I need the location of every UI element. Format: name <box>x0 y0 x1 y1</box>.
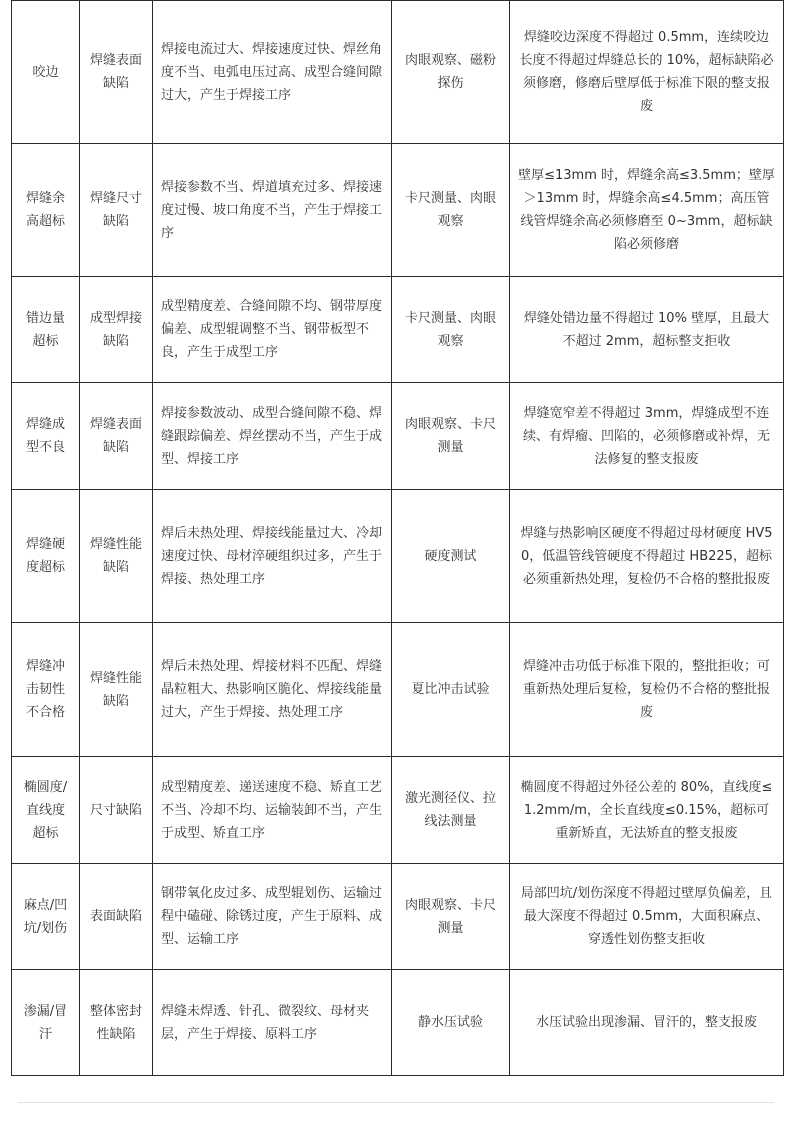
acceptance-standard: 椭圆度不得超过外径公差的 80%，直线度≤1.2mm/m，全长直线度≤0.15%，超标可重新矫直，无法矫直的整支报废 <box>510 757 784 864</box>
defect-category: 成型焊接缺陷 <box>80 277 153 383</box>
defect-table <box>11 0 784 1076</box>
acceptance-standard: 水压试验出现渗漏、冒汗的，整支报废 <box>510 970 784 1076</box>
defect-cause: 成型精度差、合缝间隙不均、钢带厚度偏差、成型辊调整不当、钢带板型不良，产生于成型工序 <box>153 277 392 383</box>
defect-name: 错边量超标 <box>12 277 80 383</box>
table-row <box>12 144 784 277</box>
acceptance-standard: 壁厚≤13mm 时，焊缝余高≤3.5mm；壁厚＞13mm 时，焊缝余高≤4.5mm；高压管线管焊缝余高必须修磨至 0~3mm，超标缺陷必须修磨 <box>510 144 784 277</box>
table-row <box>12 383 784 490</box>
inspection-method: 静水压试验 <box>392 970 510 1076</box>
acceptance-standard: 焊缝咬边深度不得超过 0.5mm，连续咬边长度不得超过焊缝总长的 10%，超标缺陷必须修磨，修磨后壁厚低于标准下限的整支报废 <box>510 1 784 144</box>
table-row <box>12 277 784 383</box>
defect-name: 椭圆度/直线度超标 <box>12 757 80 864</box>
defect-category: 焊缝表面缺陷 <box>80 1 153 144</box>
defect-name: 焊缝成型不良 <box>12 383 80 490</box>
defect-name: 焊缝硬度超标 <box>12 490 80 623</box>
table-row <box>12 970 784 1076</box>
defect-cause: 焊接电流过大、焊接速度过快、焊丝角度不当、电弧电压过高、成型合缝间隙过大，产生于焊接工序 <box>153 1 392 144</box>
inspection-method: 卡尺测量、肉眼观察 <box>392 277 510 383</box>
acceptance-standard: 焊缝宽窄差不得超过 3mm，焊缝成型不连续、有焊瘤、凹陷的，必须修磨或补焊，无法修复的整支报废 <box>510 383 784 490</box>
defect-cause: 焊接参数不当、焊道填充过多、焊接速度过慢、坡口角度不当，产生于焊接工序 <box>153 144 392 277</box>
defect-category: 焊缝尺寸缺陷 <box>80 144 153 277</box>
table-row <box>12 490 784 623</box>
inspection-method: 硬度测试 <box>392 490 510 623</box>
defect-cause: 成型精度差、递送速度不稳、矫直工艺不当、冷却不均、运输装卸不当，产生于成型、矫直工序 <box>153 757 392 864</box>
defect-cause: 焊接参数波动、成型合缝间隙不稳、焊缝跟踪偏差、焊丝摆动不当，产生于成型、焊接工序 <box>153 383 392 490</box>
defect-category: 表面缺陷 <box>80 864 153 970</box>
acceptance-standard: 焊缝冲击功低于标准下限的，整批拒收；可重新热处理后复检，复检仍不合格的整批报废 <box>510 623 784 757</box>
defect-category: 尺寸缺陷 <box>80 757 153 864</box>
table-row <box>12 757 784 864</box>
defect-cause: 钢带氧化皮过多、成型辊划伤、运输过程中磕碰、除锈过度，产生于原料、成型、运输工序 <box>153 864 392 970</box>
defect-category: 焊缝性能缺陷 <box>80 623 153 757</box>
acceptance-standard: 局部凹坑/划伤深度不得超过壁厚负偏差，且最大深度不得超过 0.5mm，大面积麻点、穿透性划伤整支拒收 <box>510 864 784 970</box>
defect-name: 焊缝冲击韧性不合格 <box>12 623 80 757</box>
defect-name: 渗漏/冒汗 <box>12 970 80 1076</box>
inspection-method: 肉眼观察、磁粉探伤 <box>392 1 510 144</box>
defect-cause: 焊后未热处理、焊接线能量过大、冷却速度过快、母材淬硬组织过多，产生于焊接、热处理工序 <box>153 490 392 623</box>
inspection-method: 肉眼观察、卡尺测量 <box>392 864 510 970</box>
bottom-divider <box>18 1102 774 1103</box>
inspection-method: 夏比冲击试验 <box>392 623 510 757</box>
acceptance-standard: 焊缝与热影响区硬度不得超过母材硬度 HV50，低温管线管硬度不得超过 HB225，超标必须重新热处理，复检仍不合格的整批报废 <box>510 490 784 623</box>
table-row <box>12 864 784 970</box>
defect-name: 焊缝余高超标 <box>12 144 80 277</box>
defect-name: 麻点/凹坑/划伤 <box>12 864 80 970</box>
table-row <box>12 623 784 757</box>
defect-cause: 焊后未热处理、焊接材料不匹配、焊缝晶粒粗大、热影响区脆化、焊接线能量过大，产生于焊接、热处理工序 <box>153 623 392 757</box>
defect-name: 咬边 <box>12 1 80 144</box>
defect-category: 焊缝表面缺陷 <box>80 383 153 490</box>
inspection-method: 激光测径仪、拉线法测量 <box>392 757 510 864</box>
inspection-method: 卡尺测量、肉眼观察 <box>392 144 510 277</box>
table-row <box>12 1 784 144</box>
defect-category: 焊缝性能缺陷 <box>80 490 153 623</box>
defect-cause: 焊缝未焊透、针孔、微裂纹、母材夹层，产生于焊接、原料工序 <box>153 970 392 1076</box>
acceptance-standard: 焊缝处错边量不得超过 10% 壁厚，且最大不超过 2mm，超标整支拒收 <box>510 277 784 383</box>
inspection-method: 肉眼观察、卡尺测量 <box>392 383 510 490</box>
defect-category: 整体密封性缺陷 <box>80 970 153 1076</box>
